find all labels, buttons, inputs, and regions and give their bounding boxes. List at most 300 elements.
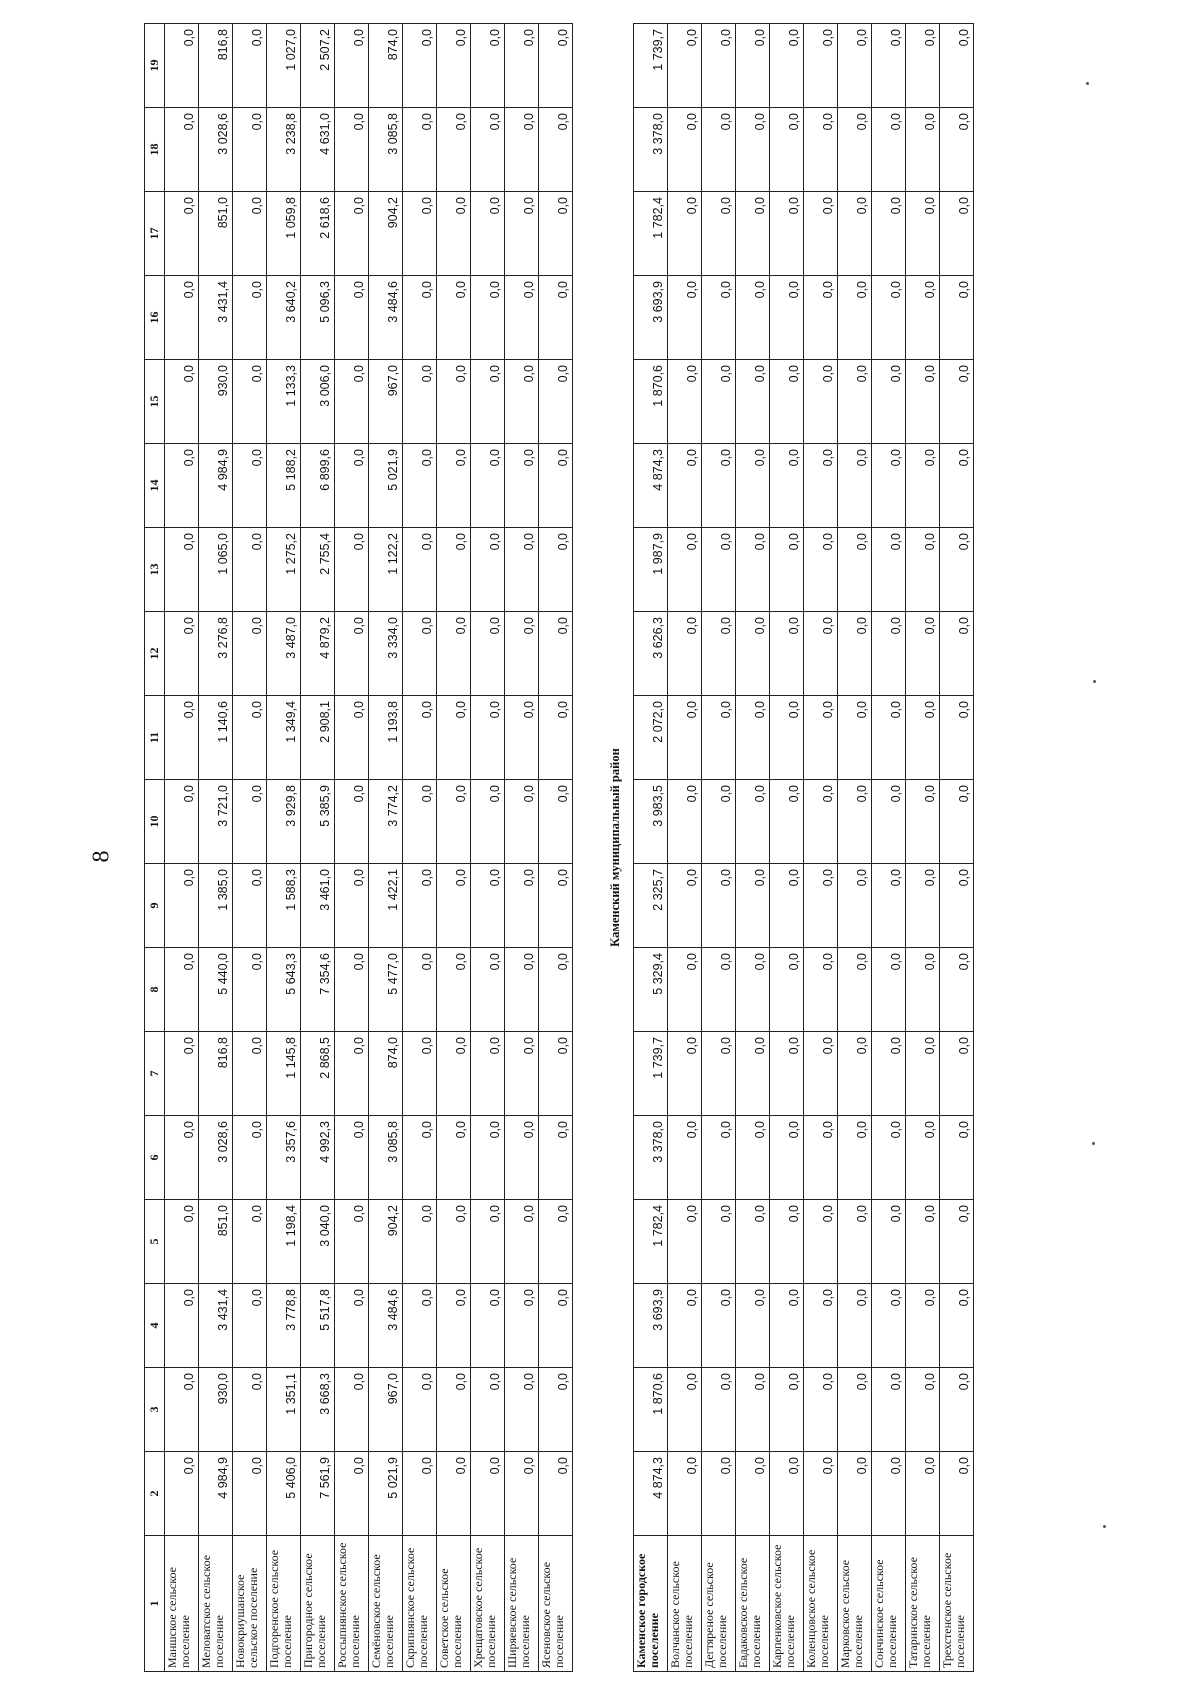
value-cell: 0,0 (233, 1116, 267, 1200)
value-cell: 0,0 (940, 24, 974, 108)
value-cell: 0,0 (539, 1116, 573, 1200)
value-cell: 3 693,9 (634, 1284, 668, 1368)
table-row (804, 24, 838, 1672)
value-cell: 0,0 (233, 1452, 267, 1536)
value-cell: 3 085,8 (369, 108, 403, 192)
value-cell: 0,0 (233, 612, 267, 696)
value-cell: 3 484,6 (369, 276, 403, 360)
value-cell: 0,0 (940, 864, 974, 948)
value-cell: 4 879,2 (301, 612, 335, 696)
table-row (403, 24, 437, 1672)
value-cell: 2 325,7 (634, 864, 668, 948)
value-cell: 0,0 (804, 1452, 838, 1536)
value-cell: 0,0 (940, 780, 974, 864)
value-cell: 0,0 (335, 360, 369, 444)
value-cell: 6 899,6 (301, 444, 335, 528)
value-cell: 0,0 (872, 864, 906, 948)
value-cell: 3 085,8 (369, 1116, 403, 1200)
value-cell: 2 868,5 (301, 1032, 335, 1116)
value-cell: 0,0 (505, 1452, 539, 1536)
value-cell: 0,0 (233, 108, 267, 192)
value-cell: 0,0 (702, 192, 736, 276)
value-cell: 0,0 (906, 444, 940, 528)
value-cell: 0,0 (838, 444, 872, 528)
value-cell: 0,0 (804, 1116, 838, 1200)
value-cell: 0,0 (668, 108, 702, 192)
value-cell: 0,0 (770, 528, 804, 612)
value-cell: 0,0 (872, 1368, 906, 1452)
value-cell: 1 739,7 (634, 24, 668, 108)
table-row (872, 24, 906, 1672)
value-cell: 7 354,6 (301, 948, 335, 1032)
value-cell: 0,0 (505, 696, 539, 780)
value-cell: 0,0 (165, 864, 199, 948)
settlement-name-cell: Ясеновское сельское поселение (539, 1536, 573, 1672)
table-row (736, 24, 770, 1672)
column-number-header: 6 (145, 1116, 165, 1200)
value-cell: 0,0 (471, 780, 505, 864)
value-cell: 0,0 (505, 1284, 539, 1368)
value-cell: 3 929,8 (267, 780, 301, 864)
value-cell: 0,0 (335, 780, 369, 864)
value-cell: 0,0 (471, 1200, 505, 1284)
value-cell: 0,0 (165, 1200, 199, 1284)
value-cell: 0,0 (233, 864, 267, 948)
table-header-row (145, 24, 165, 1672)
value-cell: 0,0 (403, 696, 437, 780)
value-cell: 0,0 (940, 360, 974, 444)
value-cell: 0,0 (804, 192, 838, 276)
value-cell: 0,0 (165, 696, 199, 780)
value-cell: 0,0 (233, 1284, 267, 1368)
value-cell: 1 065,0 (199, 528, 233, 612)
value-cell: 0,0 (940, 696, 974, 780)
value-cell: 0,0 (471, 612, 505, 696)
table-row (233, 24, 267, 1672)
value-cell: 3 640,2 (267, 276, 301, 360)
value-cell: 0,0 (335, 696, 369, 780)
column-number-header: 4 (145, 1284, 165, 1368)
column-number-header: 8 (145, 948, 165, 1032)
value-cell: 0,0 (437, 1200, 471, 1284)
value-cell: 0,0 (471, 360, 505, 444)
value-cell: 0,0 (940, 1368, 974, 1452)
value-cell: 3 431,4 (199, 276, 233, 360)
value-cell: 0,0 (437, 612, 471, 696)
value-cell: 0,0 (838, 1200, 872, 1284)
value-cell: 0,0 (505, 108, 539, 192)
value-cell: 0,0 (940, 1284, 974, 1368)
value-cell: 0,0 (233, 444, 267, 528)
value-cell: 3 461,0 (301, 864, 335, 948)
value-cell: 0,0 (505, 360, 539, 444)
value-cell: 0,0 (437, 1116, 471, 1200)
value-cell: 0,0 (702, 24, 736, 108)
value-cell: 3 040,0 (301, 1200, 335, 1284)
table-row (505, 24, 539, 1672)
value-cell: 1 027,0 (267, 24, 301, 108)
value-cell: 0,0 (471, 864, 505, 948)
value-cell: 0,0 (770, 444, 804, 528)
value-cell: 0,0 (838, 192, 872, 276)
value-cell: 0,0 (770, 612, 804, 696)
value-cell: 904,2 (369, 192, 403, 276)
value-cell: 0,0 (335, 948, 369, 1032)
value-cell: 0,0 (872, 528, 906, 612)
value-cell: 0,0 (403, 1452, 437, 1536)
value-cell: 0,0 (437, 192, 471, 276)
value-cell: 0,0 (165, 1368, 199, 1452)
settlement-name-cell: Подгоренское сельское поселение (267, 1536, 301, 1672)
value-cell: 0,0 (165, 1116, 199, 1200)
value-cell: 4 631,0 (301, 108, 335, 192)
value-cell: 3 378,0 (634, 1116, 668, 1200)
value-cell: 0,0 (505, 528, 539, 612)
value-cell: 0,0 (437, 1452, 471, 1536)
value-cell: 3 357,6 (267, 1116, 301, 1200)
value-cell: 0,0 (872, 1452, 906, 1536)
value-cell: 0,0 (403, 1200, 437, 1284)
value-cell: 0,0 (906, 24, 940, 108)
value-cell: 0,0 (437, 528, 471, 612)
value-cell: 0,0 (437, 1368, 471, 1452)
value-cell: 0,0 (539, 1368, 573, 1452)
value-cell: 0,0 (872, 1200, 906, 1284)
value-cell: 0,0 (702, 1032, 736, 1116)
value-cell: 0,0 (906, 696, 940, 780)
value-cell: 0,0 (736, 780, 770, 864)
value-cell: 0,0 (872, 1284, 906, 1368)
value-cell: 0,0 (804, 108, 838, 192)
table-row (165, 24, 199, 1672)
value-cell: 816,8 (199, 1032, 233, 1116)
settlement-name-cell: Каменское городское поселение (634, 1536, 668, 1672)
value-cell: 0,0 (233, 528, 267, 612)
value-cell: 0,0 (335, 1284, 369, 1368)
value-cell: 0,0 (471, 1284, 505, 1368)
value-cell: 851,0 (199, 192, 233, 276)
value-cell: 0,0 (838, 1032, 872, 1116)
value-cell: 0,0 (668, 864, 702, 948)
value-cell: 0,0 (403, 1032, 437, 1116)
value-cell: 0,0 (770, 1452, 804, 1536)
value-cell: 1 122,2 (369, 528, 403, 612)
value-cell: 0,0 (539, 1284, 573, 1368)
value-cell: 0,0 (736, 1116, 770, 1200)
value-cell: 0,0 (668, 1200, 702, 1284)
district-title: Каменский муниципальный район (607, 748, 622, 947)
value-cell: 904,2 (369, 1200, 403, 1284)
value-cell: 967,0 (369, 360, 403, 444)
value-cell: 0,0 (437, 24, 471, 108)
value-cell: 1 275,2 (267, 528, 301, 612)
value-cell: 0,0 (872, 1116, 906, 1200)
value-cell: 5 329,4 (634, 948, 668, 1032)
value-cell: 2 908,1 (301, 696, 335, 780)
value-cell: 0,0 (471, 444, 505, 528)
settlement-name-cell: Ширяевское сельское поселение (505, 1536, 539, 1672)
value-cell: 0,0 (906, 1116, 940, 1200)
value-cell: 0,0 (770, 1368, 804, 1452)
value-cell: 0,0 (165, 24, 199, 108)
value-cell: 0,0 (505, 1116, 539, 1200)
value-cell: 0,0 (437, 948, 471, 1032)
value-cell: 1 588,3 (267, 864, 301, 948)
value-cell: 0,0 (872, 948, 906, 1032)
value-cell: 0,0 (940, 948, 974, 1032)
table-row (838, 24, 872, 1672)
value-cell: 0,0 (505, 948, 539, 1032)
value-cell: 0,0 (539, 444, 573, 528)
value-cell: 0,0 (539, 1032, 573, 1116)
settlement-name-cell: Меловатское сельское поселение (199, 1536, 233, 1672)
settlement-name-cell: Дегтяреное сельское поселение (702, 1536, 736, 1672)
value-cell: 1 133,3 (267, 360, 301, 444)
value-cell: 3 626,3 (634, 612, 668, 696)
value-cell: 0,0 (668, 1116, 702, 1200)
column-number-header: 12 (145, 612, 165, 696)
value-cell: 0,0 (770, 780, 804, 864)
value-cell: 0,0 (906, 612, 940, 696)
value-cell: 0,0 (165, 528, 199, 612)
value-cell: 0,0 (940, 1116, 974, 1200)
value-cell: 5 096,3 (301, 276, 335, 360)
value-cell: 0,0 (770, 192, 804, 276)
value-cell: 1 782,4 (634, 192, 668, 276)
value-cell: 3 378,0 (634, 108, 668, 192)
value-cell: 0,0 (233, 192, 267, 276)
value-cell: 0,0 (736, 108, 770, 192)
value-cell: 4 984,9 (199, 444, 233, 528)
value-cell: 0,0 (872, 360, 906, 444)
value-cell: 3 983,5 (634, 780, 668, 864)
value-cell: 0,0 (668, 1368, 702, 1452)
table-row (199, 24, 233, 1672)
value-cell: 0,0 (403, 864, 437, 948)
value-cell: 0,0 (539, 696, 573, 780)
column-number-header: 5 (145, 1200, 165, 1284)
value-cell: 0,0 (906, 192, 940, 276)
value-cell: 0,0 (335, 24, 369, 108)
value-cell: 0,0 (165, 108, 199, 192)
table-row (634, 24, 668, 1672)
value-cell: 0,0 (872, 108, 906, 192)
value-cell: 0,0 (668, 360, 702, 444)
value-cell: 3 487,0 (267, 612, 301, 696)
value-cell: 0,0 (668, 276, 702, 360)
value-cell: 0,0 (335, 612, 369, 696)
page-number: 8 (88, 850, 115, 863)
value-cell: 0,0 (335, 1452, 369, 1536)
value-cell: 0,0 (770, 108, 804, 192)
value-cell: 0,0 (335, 192, 369, 276)
value-cell: 0,0 (539, 108, 573, 192)
value-cell: 0,0 (736, 24, 770, 108)
value-cell: 0,0 (233, 1032, 267, 1116)
value-cell: 874,0 (369, 1032, 403, 1116)
column-number-header: 14 (145, 444, 165, 528)
value-cell: 3 276,8 (199, 612, 233, 696)
value-cell: 0,0 (403, 1368, 437, 1452)
value-cell: 0,0 (872, 444, 906, 528)
value-cell: 0,0 (403, 1284, 437, 1368)
value-cell: 0,0 (770, 948, 804, 1032)
value-cell: 0,0 (539, 24, 573, 108)
value-cell: 0,0 (736, 612, 770, 696)
value-cell: 0,0 (403, 276, 437, 360)
section-gap-row (573, 24, 598, 1672)
value-cell: 0,0 (165, 192, 199, 276)
value-cell: 0,0 (702, 108, 736, 192)
value-cell: 0,0 (940, 192, 974, 276)
value-cell: 0,0 (804, 780, 838, 864)
value-cell: 0,0 (702, 780, 736, 864)
value-cell: 0,0 (437, 1032, 471, 1116)
value-cell: 0,0 (872, 780, 906, 864)
value-cell: 0,0 (702, 612, 736, 696)
value-cell: 0,0 (838, 276, 872, 360)
value-cell: 0,0 (702, 1116, 736, 1200)
value-cell: 3 774,2 (369, 780, 403, 864)
value-cell: 0,0 (233, 360, 267, 444)
value-cell: 3 028,6 (199, 108, 233, 192)
value-cell: 3 431,4 (199, 1284, 233, 1368)
column-number-header: 13 (145, 528, 165, 612)
value-cell: 3 334,0 (369, 612, 403, 696)
value-cell: 0,0 (702, 864, 736, 948)
value-cell: 0,0 (471, 1368, 505, 1452)
value-cell: 0,0 (736, 444, 770, 528)
value-cell: 967,0 (369, 1368, 403, 1452)
value-cell: 5 477,0 (369, 948, 403, 1032)
column-number-header: 17 (145, 192, 165, 276)
value-cell: 0,0 (838, 1452, 872, 1536)
table-row (335, 24, 369, 1672)
value-cell: 0,0 (505, 780, 539, 864)
rotated-table-container (144, 29, 1054, 1672)
value-cell: 0,0 (403, 612, 437, 696)
value-cell: 0,0 (702, 1284, 736, 1368)
value-cell: 0,0 (403, 444, 437, 528)
settlement-name-cell: Семёновское сельское поселение (369, 1536, 403, 1672)
value-cell: 4 874,3 (634, 1452, 668, 1536)
data-table (144, 23, 974, 1672)
value-cell: 0,0 (804, 1032, 838, 1116)
table-row (702, 24, 736, 1672)
value-cell: 0,0 (770, 1032, 804, 1116)
value-cell: 0,0 (838, 1368, 872, 1452)
value-cell: 0,0 (872, 1032, 906, 1116)
value-cell: 0,0 (403, 192, 437, 276)
value-cell: 0,0 (668, 948, 702, 1032)
value-cell: 0,0 (702, 276, 736, 360)
value-cell: 3 721,0 (199, 780, 233, 864)
value-cell: 0,0 (906, 948, 940, 1032)
settlement-name-cell: Коленцовское сельское поселение (804, 1536, 838, 1672)
value-cell: 0,0 (668, 24, 702, 108)
value-cell: 2 072,0 (634, 696, 668, 780)
value-cell: 0,0 (838, 24, 872, 108)
value-cell: 0,0 (838, 108, 872, 192)
value-cell: 0,0 (233, 24, 267, 108)
column-number-header: 15 (145, 360, 165, 444)
value-cell: 0,0 (539, 360, 573, 444)
value-cell: 0,0 (539, 1452, 573, 1536)
value-cell: 0,0 (906, 276, 940, 360)
value-cell: 0,0 (804, 948, 838, 1032)
value-cell: 0,0 (838, 528, 872, 612)
value-cell: 0,0 (736, 528, 770, 612)
value-cell: 0,0 (770, 276, 804, 360)
value-cell: 1 349,4 (267, 696, 301, 780)
value-cell: 0,0 (335, 864, 369, 948)
value-cell: 0,0 (770, 1116, 804, 1200)
value-cell: 0,0 (736, 1032, 770, 1116)
value-cell: 3 778,8 (267, 1284, 301, 1368)
value-cell: 0,0 (702, 696, 736, 780)
value-cell: 0,0 (505, 612, 539, 696)
value-cell: 0,0 (165, 1284, 199, 1368)
value-cell: 5 385,9 (301, 780, 335, 864)
column-number-header: 18 (145, 108, 165, 192)
value-cell: 0,0 (471, 1452, 505, 1536)
value-cell: 0,0 (668, 1284, 702, 1368)
value-cell: 0,0 (804, 528, 838, 612)
value-cell: 4 874,3 (634, 444, 668, 528)
value-cell: 2 618,6 (301, 192, 335, 276)
value-cell: 0,0 (233, 276, 267, 360)
value-cell: 4 992,3 (301, 1116, 335, 1200)
value-cell: 0,0 (165, 948, 199, 1032)
value-cell: 0,0 (940, 612, 974, 696)
value-cell: 0,0 (906, 528, 940, 612)
value-cell: 0,0 (437, 696, 471, 780)
value-cell: 5 021,9 (369, 1452, 403, 1536)
column-number-header: 1 (145, 1536, 165, 1672)
value-cell: 0,0 (505, 1368, 539, 1452)
value-cell: 0,0 (539, 528, 573, 612)
value-cell: 0,0 (335, 108, 369, 192)
value-cell: 0,0 (165, 276, 199, 360)
value-cell: 0,0 (872, 192, 906, 276)
value-cell: 0,0 (804, 444, 838, 528)
value-cell: 3 668,3 (301, 1368, 335, 1452)
value-cell: 0,0 (335, 444, 369, 528)
value-cell: 0,0 (838, 948, 872, 1032)
value-cell: 3 028,6 (199, 1116, 233, 1200)
value-cell: 0,0 (906, 1452, 940, 1536)
value-cell: 0,0 (906, 1368, 940, 1452)
table-body (145, 24, 974, 1672)
value-cell: 0,0 (165, 1452, 199, 1536)
value-cell: 0,0 (940, 528, 974, 612)
value-cell: 0,0 (505, 276, 539, 360)
table-row (301, 24, 335, 1672)
table-row (437, 24, 471, 1672)
value-cell: 0,0 (668, 1032, 702, 1116)
value-cell: 0,0 (233, 948, 267, 1032)
value-cell: 0,0 (471, 108, 505, 192)
value-cell: 3 693,9 (634, 276, 668, 360)
table-row (471, 24, 505, 1672)
value-cell: 1 145,8 (267, 1032, 301, 1116)
value-cell: 7 561,9 (301, 1452, 335, 1536)
value-cell: 5 643,3 (267, 948, 301, 1032)
value-cell: 0,0 (505, 1200, 539, 1284)
value-cell: 0,0 (702, 1452, 736, 1536)
value-cell: 0,0 (471, 24, 505, 108)
value-cell: 0,0 (770, 1284, 804, 1368)
